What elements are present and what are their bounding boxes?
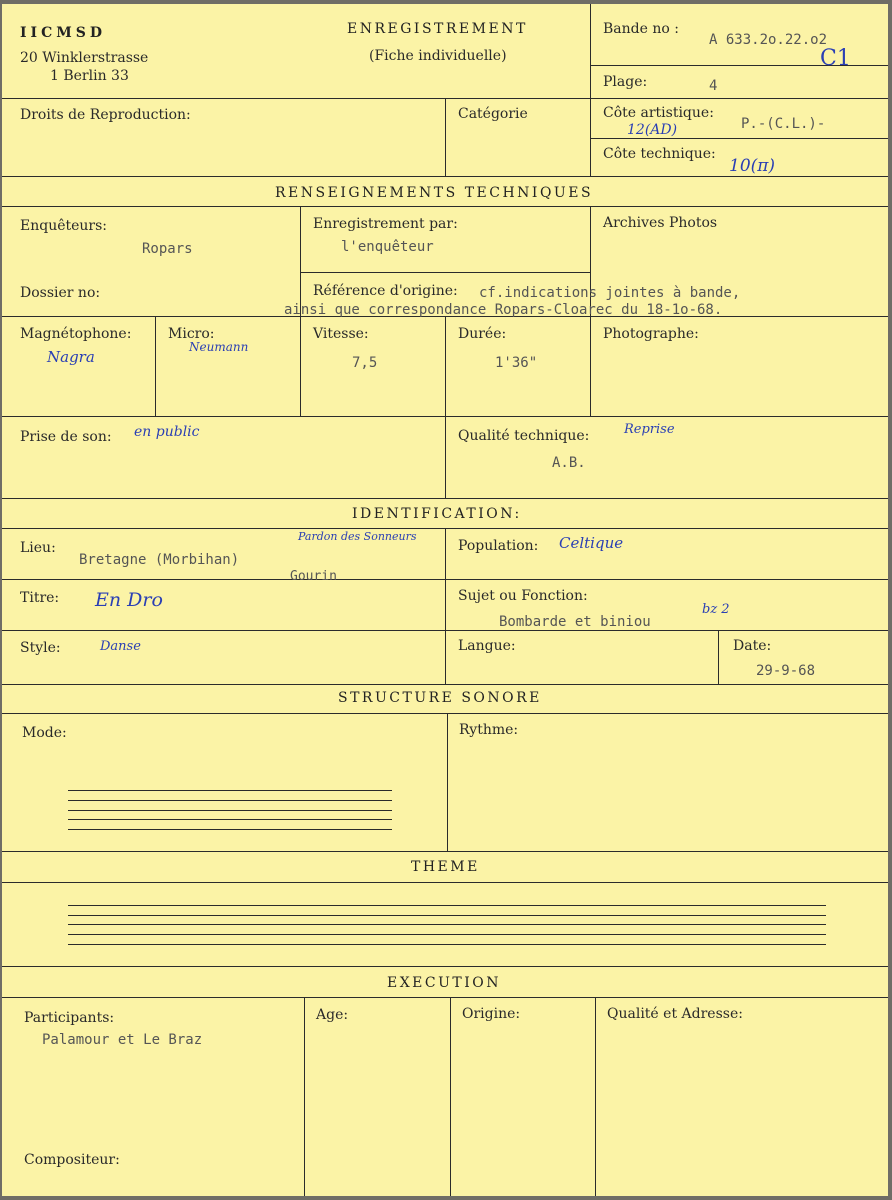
section-heading-structure: STRUCTURE SONORE: [338, 690, 542, 706]
index-card: [2, 4, 888, 1196]
bande-handwritten: C1: [820, 46, 851, 71]
sujet-handwritten: bz 2: [702, 602, 730, 617]
magnetophone-handwritten: Nagra: [47, 348, 95, 366]
divider: [2, 851, 888, 852]
divider: [2, 498, 888, 499]
divider: [445, 416, 446, 498]
divider: [590, 138, 888, 139]
divider: [2, 206, 888, 207]
reference-line-2: ainsi que correspondance Ropars-Cloarec du 18-1o-68.: [284, 302, 723, 318]
institute-logo: IICMSD: [20, 25, 106, 41]
enregistrement-label: Enregistrement par:: [313, 216, 458, 232]
qualite-adresse-label: Qualité et Adresse:: [607, 1006, 743, 1022]
divider: [2, 579, 888, 580]
ruled-line: [68, 915, 826, 916]
bande-label: Bande no :: [603, 21, 679, 37]
cote-technique-label: Côte technique:: [603, 146, 716, 162]
age-label: Age:: [316, 1007, 349, 1023]
population-label: Population:: [458, 538, 539, 554]
duree-value: 1'36": [495, 355, 538, 371]
rythme-label: Rythme:: [459, 722, 519, 738]
micro-handwritten: Neumann: [189, 340, 249, 354]
section-heading-theme: THEME: [411, 859, 480, 875]
divider: [445, 98, 446, 176]
lieu-handwritten: Pardon des Sonneurs: [298, 530, 417, 543]
divider: [450, 997, 451, 1196]
reference-label: Référence d'origine:: [313, 283, 458, 299]
population-handwritten: Celtique: [559, 534, 624, 552]
reference-line-1: cf.indications jointes à bande,: [479, 285, 741, 301]
divider: [445, 316, 446, 416]
enqueteurs-value: Ropars: [142, 241, 193, 257]
enregistrement-value: l'enquêteur: [341, 239, 434, 255]
qualite-technique-handwritten: Reprise: [624, 422, 675, 437]
divider: [595, 997, 596, 1196]
date-value: 29-9-68: [756, 663, 816, 679]
compositeur-label: Compositeur:: [24, 1152, 120, 1168]
divider: [445, 528, 446, 684]
ruled-line: [68, 800, 392, 801]
cote-technique-handwritten: 10(π): [729, 156, 776, 176]
cote-artistique-handwritten: 12(AD): [627, 122, 678, 138]
section-heading-execution: EXECUTION: [387, 975, 502, 991]
form-subtitle: (Fiche individuelle): [369, 48, 507, 64]
archives-photos-label: Archives Photos: [603, 215, 718, 231]
photographe-label: Photographe:: [603, 326, 699, 342]
style-label: Style:: [20, 640, 61, 656]
ruled-line: [68, 790, 392, 791]
sujet-value: Bombarde et biniou: [499, 614, 651, 630]
divider: [304, 997, 305, 1196]
enqueteurs-label: Enquêteurs:: [20, 218, 108, 234]
divider: [590, 4, 591, 176]
duree-label: Durée:: [458, 326, 507, 342]
magnetophone-label: Magnétophone:: [20, 326, 132, 342]
divider: [2, 997, 888, 998]
divider: [155, 316, 156, 416]
origine-label: Origine:: [462, 1006, 521, 1022]
mode-label: Mode:: [22, 725, 67, 741]
section-heading-identification: IDENTIFICATION:: [352, 506, 522, 522]
bande-value: A 633.2o.22.o2: [709, 32, 828, 48]
langue-label: Langue:: [458, 638, 516, 654]
date-label: Date:: [733, 638, 772, 654]
ruled-line: [68, 944, 826, 945]
lieu-value: Bretagne (Morbihan): [79, 552, 240, 568]
address-line-1: 20 Winklerstrasse: [20, 50, 149, 66]
divider: [447, 713, 448, 851]
qualite-technique-label: Qualité technique:: [458, 428, 590, 444]
vitesse-label: Vitesse:: [313, 326, 369, 342]
lieu-value-2: Gourin: [290, 569, 337, 584]
cote-artistique-value: P.-(C.L.)-: [741, 116, 826, 132]
prise-de-son-label: Prise de son:: [20, 429, 112, 445]
divider: [718, 630, 719, 684]
sujet-label: Sujet ou Fonction:: [458, 588, 588, 604]
divider: [2, 713, 888, 714]
divider: [2, 684, 888, 685]
droits-label: Droits de Reproduction:: [20, 107, 191, 123]
lieu-label: Lieu:: [20, 540, 56, 556]
address-line-2: 1 Berlin 33: [50, 68, 129, 84]
participants-value: Palamour et Le Braz: [42, 1032, 203, 1048]
divider: [2, 966, 888, 967]
ruled-line: [68, 819, 392, 820]
plage-value: 4: [709, 78, 718, 94]
dossier-label: Dossier no:: [20, 285, 101, 301]
titre-handwritten: En Dro: [95, 589, 163, 611]
ruled-line: [68, 905, 826, 906]
ruled-line: [68, 924, 826, 925]
section-heading-technique: RENSEIGNEMENTS TECHNIQUES: [275, 185, 594, 201]
form-title: ENREGISTREMENT: [347, 21, 528, 37]
divider: [590, 316, 591, 416]
prise-de-son-handwritten: en public: [134, 424, 200, 440]
titre-label: Titre:: [20, 590, 60, 606]
vitesse-value: 7,5: [352, 355, 378, 371]
ruled-line: [68, 810, 392, 811]
ruled-line: [68, 829, 392, 830]
divider: [2, 630, 888, 631]
plage-label: Plage:: [603, 74, 648, 90]
micro-label: Micro:: [168, 326, 215, 342]
style-handwritten: Danse: [100, 639, 141, 654]
divider: [2, 176, 888, 177]
divider: [2, 882, 888, 883]
ruled-line: [68, 934, 826, 935]
participants-label: Participants:: [24, 1010, 115, 1026]
qualite-technique-value: A.B.: [552, 455, 586, 471]
cote-artistique-label: Côte artistique:: [603, 105, 714, 121]
divider: [300, 272, 590, 273]
categorie-label: Catégorie: [458, 106, 528, 122]
